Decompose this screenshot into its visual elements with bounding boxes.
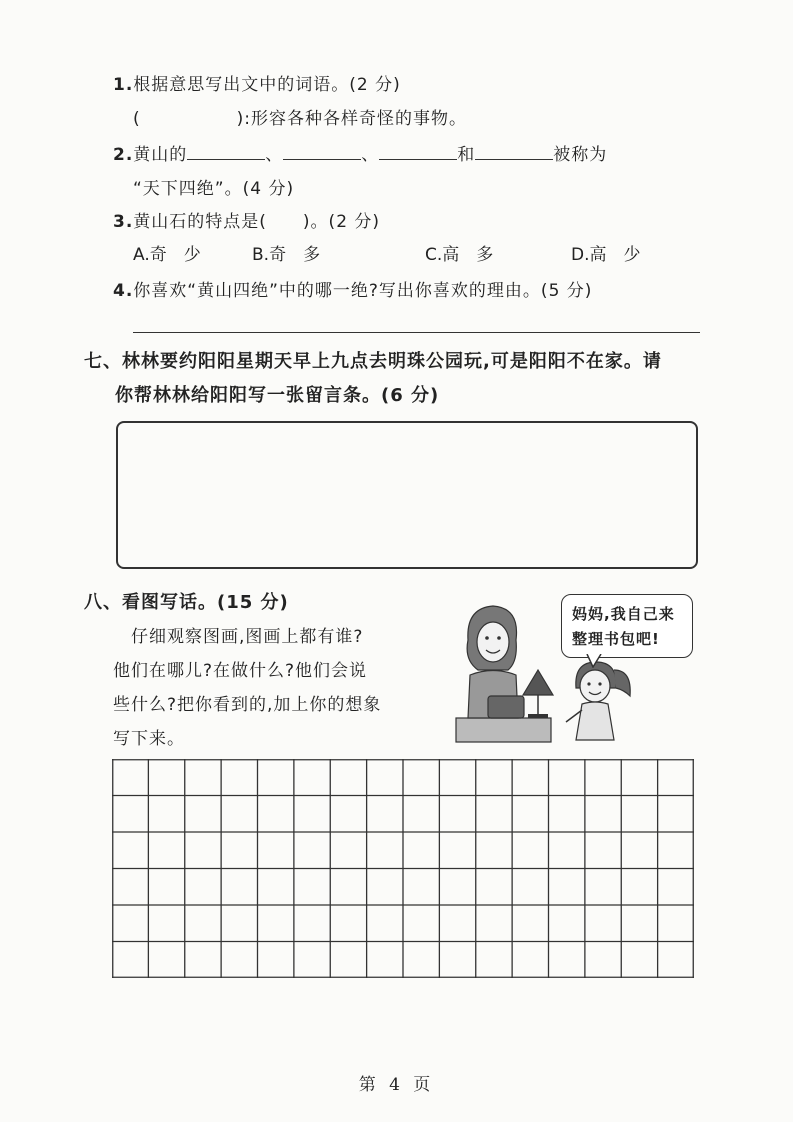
question-text: 根据意思写出文中的词语。(2 分) <box>133 75 401 95</box>
section-8-body-2: 他们在哪儿?在做什么?他们会说 <box>113 661 368 681</box>
question-number: 1. <box>113 75 134 95</box>
writing-grid-lines <box>112 759 694 978</box>
section-8-body-3: 些什么?把你看到的,加上你的想象 <box>113 695 382 715</box>
speech-bubble-tail <box>585 654 605 668</box>
answer-line[interactable] <box>133 332 700 333</box>
definition-text: ):形容各种各样奇怪的事物。 <box>236 109 467 129</box>
answer-blank[interactable] <box>283 145 361 160</box>
section-8-body-4: 写下来。 <box>113 729 185 749</box>
question-number: 3. <box>113 212 134 232</box>
question-text: 黄山的 <box>133 145 188 165</box>
note-writing-box[interactable] <box>116 421 698 569</box>
option-b[interactable]: B.奇 多 <box>252 245 321 265</box>
page-number: 第 4 页 <box>358 1075 435 1095</box>
writing-grid[interactable] <box>112 759 694 978</box>
section-7-line2: 你帮林林给阳阳写一张留言条。(6 分) <box>115 385 440 406</box>
answer-blank[interactable] <box>187 145 265 160</box>
question-3 <box>113 207 380 232</box>
speech-line-1: 妈妈,我自己来 <box>572 605 675 623</box>
question-2-line2: “天下四绝”。(4 分) <box>133 179 295 199</box>
question-text: 你喜欢“黄山四绝”中的哪一绝?写出你喜欢的理由。(5 分) <box>133 281 593 301</box>
section-8-title: 八、看图写话。(15 分) <box>84 592 289 613</box>
conjunction: 和 <box>457 145 476 165</box>
question-text: 被称为 <box>553 145 608 165</box>
section-7-line1: 七、林林要约阳阳星期天早上九点去明珠公园玩,可是阳阳不在家。请 <box>84 351 662 372</box>
option-c[interactable]: C.高 多 <box>425 245 494 265</box>
question-text: 黄山石的特点是( )。(2 分) <box>133 212 381 232</box>
question-4 <box>113 276 592 301</box>
speech-line-2: 整理书包吧! <box>572 630 660 648</box>
answer-blank[interactable] <box>475 145 553 160</box>
section-8-body-1: 仔细观察图画,图画上都有谁? <box>131 627 364 647</box>
question-number: 4. <box>113 281 134 301</box>
question-1-answer-row <box>133 104 467 129</box>
question-2 <box>113 140 607 165</box>
option-d[interactable]: D.高 少 <box>571 245 641 265</box>
option-a[interactable]: A.奇 少 <box>133 245 201 265</box>
question-number: 2. <box>113 145 134 165</box>
speech-bubble <box>561 594 693 658</box>
answer-blank[interactable] <box>379 145 457 160</box>
separator: 、 <box>265 145 284 165</box>
separator: 、 <box>361 145 380 165</box>
question-1 <box>113 70 401 95</box>
bracket-open: ( <box>133 109 141 129</box>
